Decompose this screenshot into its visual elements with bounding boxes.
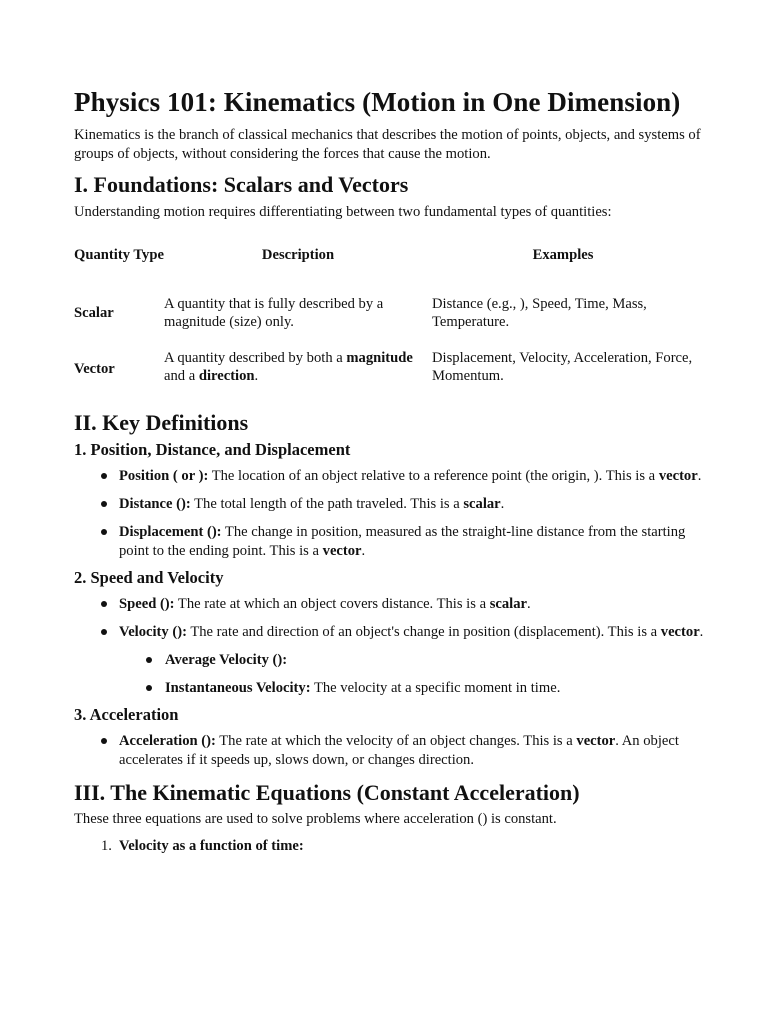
table-cell-description: [164, 331, 432, 387]
subsection-heading-acceleration: 3. Acceleration: [74, 705, 179, 724]
text-run: and a: [164, 368, 199, 384]
bullet-icon: [101, 738, 107, 744]
definition-term: Instantaneous Velocity:: [165, 680, 311, 696]
table-header-quantity-type: Quantity Type: [74, 247, 164, 263]
definition-text: The total length of the path traveled. This is a: [190, 496, 464, 512]
table-cell-description: A quantity that is fully described by a magnitude (size) only.: [164, 296, 384, 330]
definition-end: .: [697, 468, 702, 484]
bullet-icon: [101, 629, 107, 635]
list-number: 1.: [101, 838, 112, 854]
definition-end: .: [527, 596, 531, 612]
bold-term: magnitude: [346, 350, 413, 366]
definition-term: Position ( or ):: [119, 468, 209, 484]
definition-text: The rate at which the velocity of an object changes. This is a: [215, 733, 577, 749]
definition-term: Distance ():: [119, 496, 191, 512]
table-cell-type: Vector: [74, 361, 115, 377]
definition-text: The change in position, measured as the straight-line distance from the starting point to the ending point. This is a: [119, 524, 686, 559]
section-heading-foundations: I. Foundations: Scalars and Vectors: [74, 172, 409, 197]
bullet-icon: [101, 473, 107, 479]
table-row: [74, 331, 694, 387]
text-run: .: [254, 368, 259, 384]
list-item: [74, 467, 704, 486]
section-lead-foundations: Understanding motion requires differentiating between two fundamental types of quantities:: [74, 204, 612, 220]
definition-list-acceleration: [74, 732, 704, 770]
list-item: [74, 623, 704, 642]
quantity-kind: scalar: [463, 496, 501, 512]
list-item: [74, 651, 704, 670]
quantity-kind: vector: [658, 468, 698, 484]
text-run: A quantity described by both a: [164, 350, 347, 366]
definition-end: .: [500, 496, 505, 512]
subsection-heading-position: 1. Position, Distance, and Displacement: [74, 440, 351, 459]
list-item: [74, 679, 704, 698]
page-title: Physics 101: Kinematics (Motion in One Dimension): [74, 87, 681, 117]
definition-end: .: [699, 624, 704, 640]
quantity-kind: vector: [576, 733, 616, 749]
subsection-heading-speed-velocity: 2. Speed and Velocity: [74, 568, 224, 587]
definition-term: Velocity ():: [119, 624, 187, 640]
table-header-examples: Examples: [532, 247, 594, 263]
definition-term: Speed ():: [119, 596, 175, 612]
definition-text: The location of an object relative to a reference point (the origin, ). This is a: [208, 468, 659, 484]
list-item: [74, 495, 704, 514]
table-cell-examples: Displacement, Velocity, Acceleration, Force, Momentum.: [432, 350, 693, 384]
definition-list-position: [74, 467, 704, 561]
bullet-icon: [146, 685, 152, 691]
quantity-kind: vector: [322, 543, 362, 559]
bullet-icon: [101, 601, 107, 607]
definition-text: The velocity at a specific moment in time.: [310, 680, 561, 696]
list-item: [74, 837, 704, 856]
equation-title: Velocity as a function of time:: [119, 838, 304, 854]
definition-end: . An object accelerates if it speeds up, slows down, or changes direction.: [119, 733, 679, 768]
document-content: [74, 0, 704, 856]
bold-term: direction: [198, 368, 255, 384]
list-item: [74, 523, 704, 561]
bullet-icon: [101, 529, 107, 535]
definition-list-speed-velocity: [74, 595, 704, 642]
definition-end: .: [361, 543, 366, 559]
definition-term: Acceleration ():: [119, 733, 216, 749]
table-row: [74, 275, 694, 331]
section-lead-kinematic-equations: These three equations are used to solve problems where acceleration () is constant.: [74, 811, 557, 827]
intro-paragraph: Kinematics is the branch of classical mechanics that describes the motion of points, objects, and systems of groups of objects, without considering the forces that cause the motion.: [74, 127, 701, 162]
table-cell-type: Scalar: [74, 305, 114, 321]
bullet-icon: [101, 501, 107, 507]
section-heading-kinematic-equations: III. The Kinematic Equations (Constant Acceleration): [74, 780, 580, 805]
definition-term: Average Velocity ():: [165, 652, 288, 668]
table-cell-examples: Distance (e.g., ), Speed, Time, Mass, Temperature.: [432, 296, 647, 330]
nested-list-velocity: [74, 651, 704, 698]
definition-text: The rate and direction of an object's change in position (displacement). This is a: [186, 624, 661, 640]
quantity-kind: vector: [660, 624, 700, 640]
section-heading-key-definitions: II. Key Definitions: [74, 410, 249, 435]
equations-list: [74, 837, 704, 856]
definition-text: The rate at which an object covers distance. This is a: [174, 596, 490, 612]
quantity-kind: scalar: [489, 596, 527, 612]
table-header-row: [74, 231, 694, 275]
quantities-table: [74, 231, 694, 387]
table-header-description: Description: [261, 247, 335, 263]
list-item: [74, 595, 704, 614]
definition-term: Displacement ():: [119, 524, 222, 540]
list-item: [74, 732, 704, 770]
bullet-icon: [146, 657, 152, 663]
